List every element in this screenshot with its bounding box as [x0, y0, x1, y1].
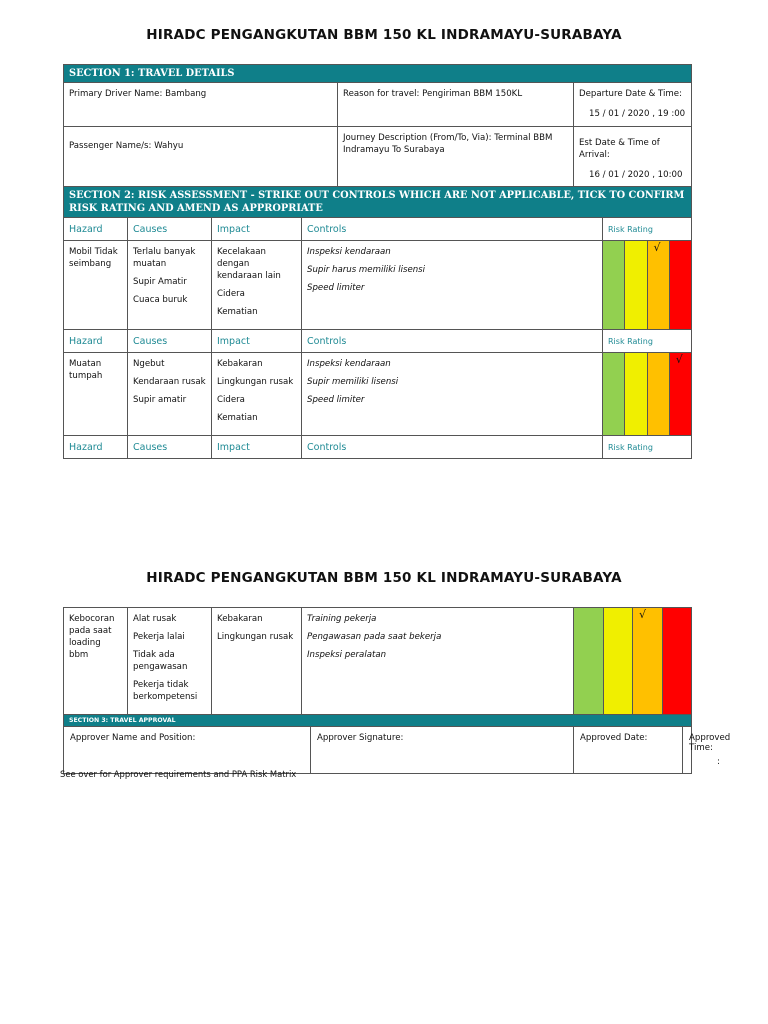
- risk-level-2[interactable]: [604, 608, 634, 714]
- causes-cell: Ngebut Kendaraan rusak Supir amatir: [128, 353, 212, 436]
- controls-header: Controls: [302, 218, 603, 241]
- hiradc-form-table-continued: [63, 607, 731, 774]
- impact-header: Impact: [212, 218, 302, 241]
- hazard-cell: Muatan tumpah: [64, 353, 128, 436]
- arrival-field[interactable]: [574, 127, 692, 187]
- reason-field[interactable]: Reason for travel: Pengiriman BBM 150KL: [338, 83, 574, 127]
- risk-level-4[interactable]: [663, 608, 692, 714]
- footnote: See over for Approver requirements and PPA Risk Matrix: [60, 769, 297, 779]
- risk-level-1[interactable]: [603, 353, 625, 435]
- section1-title: SECTION 1: TRAVEL DETAILS: [64, 65, 692, 83]
- approved-time-field[interactable]: Approved Time: :: [683, 727, 692, 774]
- risk-rating-scale[interactable]: [603, 241, 692, 330]
- impact-cell: Kebakaran Lingkungan rusak Cidera Kematian: [212, 353, 302, 436]
- risk-level-3[interactable]: [648, 353, 670, 435]
- arrival-value: 16 / 01 / 2020 , 10:00: [589, 170, 683, 180]
- risk-rating-header: Risk Rating: [603, 218, 692, 241]
- arrival-label: Est Date & Time of Arrival:: [579, 138, 660, 160]
- impact-cell: Kecelakaan dengan kendaraan lain Cidera Kematian: [212, 241, 302, 330]
- journey-field[interactable]: Journey Description (From/To, Via): Terminal BBM Indramayu To Surabaya: [338, 127, 574, 187]
- hazard-header: Hazard: [64, 330, 128, 353]
- hazard-cell: Kebocoran pada saat loading bbm: [64, 608, 128, 715]
- causes-cell: Alat rusak Pekerja lalai Tidak ada pengawasan Pekerja tidak berkompetensi: [128, 608, 212, 715]
- risk-rating-scale[interactable]: [603, 353, 692, 436]
- tick-mark-icon: √: [653, 241, 661, 254]
- passenger-field[interactable]: Passenger Name/s: Wahyu: [64, 127, 338, 187]
- section3-title: SECTION 3: TRAVEL APPROVAL: [64, 715, 692, 727]
- hazard-header: Hazard: [64, 218, 128, 241]
- table-row: [64, 241, 692, 330]
- approved-date-field[interactable]: Approved Date:: [574, 727, 683, 774]
- controls-cell[interactable]: Training pekerja Pengawasan pada saat bekerja Inspeksi peralatan: [302, 608, 574, 715]
- tick-mark-icon: √: [675, 353, 683, 366]
- impact-cell: Kebakaran Lingkungan rusak: [212, 608, 302, 715]
- hazard-header: Hazard: [64, 436, 128, 459]
- page-title: HIRADC PENGANGKUTAN BBM 150 KL INDRAMAYU-SURABAYA: [146, 27, 622, 43]
- page-title-continued: HIRADC PENGANGKUTAN BBM 150 KL INDRAMAYU-SURABAYA: [146, 570, 622, 586]
- departure-label: Departure Date & Time:: [579, 89, 682, 99]
- causes-header: Causes: [128, 436, 212, 459]
- tick-mark-icon: √: [639, 608, 647, 621]
- risk-level-2[interactable]: [625, 241, 647, 329]
- causes-header: Causes: [128, 218, 212, 241]
- risk-level-2[interactable]: [625, 353, 647, 435]
- risk-level-3[interactable]: [648, 241, 670, 329]
- hiradc-form-table: [63, 64, 692, 459]
- risk-rating-header: Risk Rating: [603, 330, 692, 353]
- approver-signature-field[interactable]: Approver Signature:: [311, 727, 574, 774]
- risk-level-1[interactable]: [574, 608, 604, 714]
- risk-level-3[interactable]: [633, 608, 663, 714]
- hazard-cell: Mobil Tidak seimbang: [64, 241, 128, 330]
- impact-header: Impact: [212, 330, 302, 353]
- risk-rating-header: Risk Rating: [603, 436, 692, 459]
- risk-rating-scale[interactable]: [574, 608, 692, 715]
- controls-header: Controls: [302, 330, 603, 353]
- departure-value: 15 / 01 / 2020 , 19 :00: [589, 109, 686, 119]
- approver-name-field[interactable]: Approver Name and Position:: [64, 727, 311, 774]
- risk-level-4[interactable]: [670, 353, 691, 435]
- departure-field[interactable]: [574, 83, 692, 127]
- section2-title: SECTION 2: RISK ASSESSMENT - STRIKE OUT CONTROLS WHICH ARE NOT APPLICABLE, TICK TO CONFIRM RISK RATING AND AMEND AS APPROPRIATE: [64, 187, 692, 218]
- controls-cell[interactable]: Inspeksi kendaraan Supir memiliki lisensi Speed limiter: [302, 353, 603, 436]
- risk-level-1[interactable]: [603, 241, 625, 329]
- impact-header: Impact: [212, 436, 302, 459]
- controls-header: Controls: [302, 436, 603, 459]
- table-row: [64, 608, 692, 715]
- controls-cell[interactable]: Inspeksi kendaraan Supir harus memiliki lisensi Speed limiter: [302, 241, 603, 330]
- causes-cell: Terlalu banyak muatan Supir Amatir Cuaca buruk: [128, 241, 212, 330]
- causes-header: Causes: [128, 330, 212, 353]
- table-row: [64, 353, 692, 436]
- driver-field[interactable]: Primary Driver Name: Bambang: [64, 83, 338, 127]
- risk-level-4[interactable]: [670, 241, 691, 329]
- approved-time-value: :: [717, 757, 720, 767]
